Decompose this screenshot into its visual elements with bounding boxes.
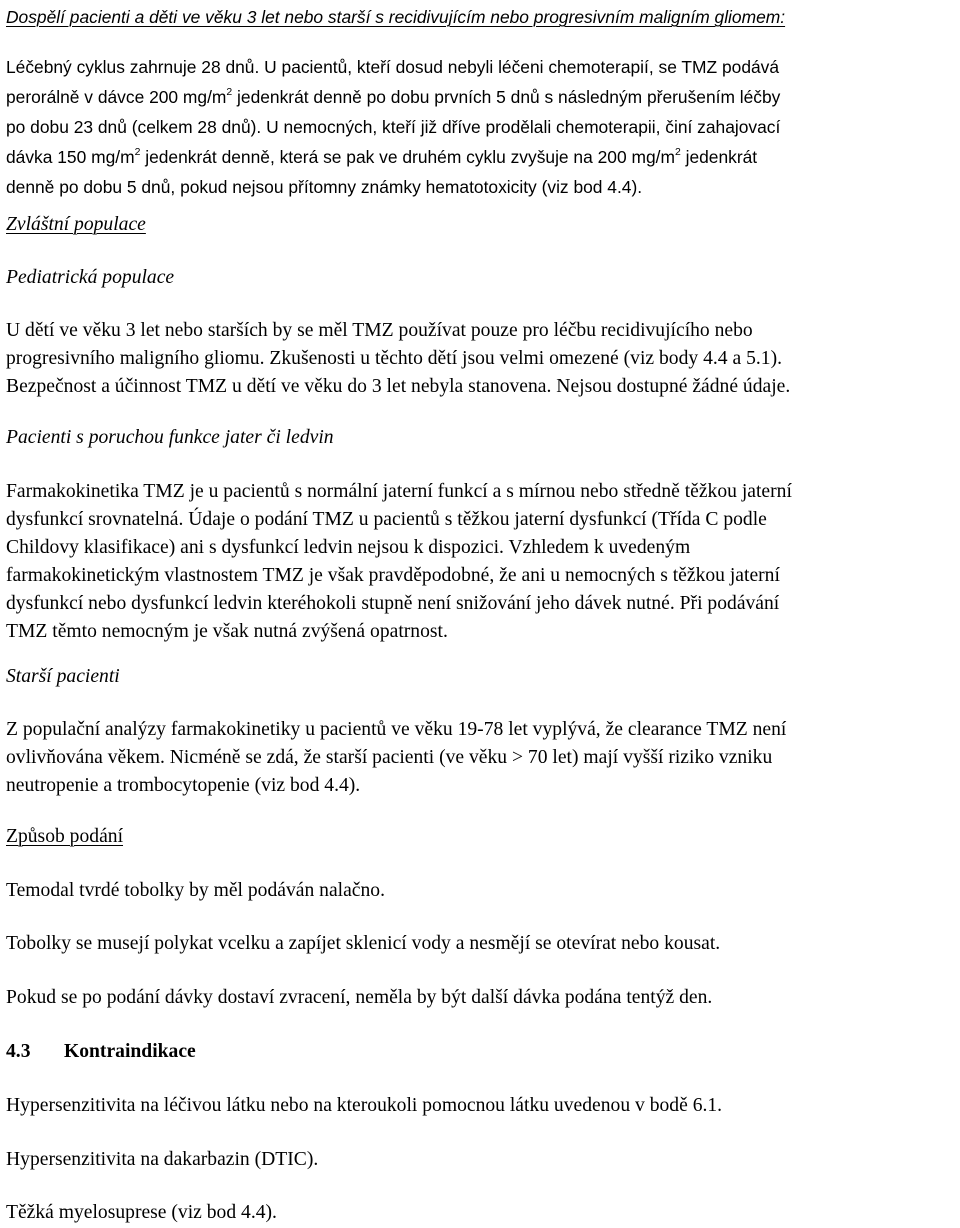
hepatic-renal-paragraph: [6, 478, 792, 646]
administration-paragraph-1: Temodal tvrdé tobolky by měl podáván nalačno.: [6, 880, 385, 901]
paragraph-line: dávka 150 $mg/m^2$ jedenkrát denně, která se pak ve druhém cyklu zvyšuje na 200 $mg/m^2$ jedenkrát: [6, 147, 758, 167]
contraindication-item: Hypersenzitivita na léčivou látku nebo na kteroukoli pomocnou látku uvedenou v bodě 6.1.: [6, 1095, 723, 1116]
pediatric-heading: Pediatrická populace: [6, 267, 175, 288]
contraindication-item: Těžká myelosuprese (viz bod 4.4).: [6, 1202, 277, 1223]
section-number: 4.3: [6, 1041, 31, 1062]
paragraph-line: Léčebný cyklus zahrnuje 28 dnů. U pacientů, kteří dosud nebyli léčeni chemoterapií, se TMZ podává: [6, 57, 780, 77]
paragraph-line: Bezpečnost a účinnost TMZ u dětí ve věku do 3 let nebyla stanovena. Nejsou dostupné žádné údaje.: [6, 376, 791, 397]
paragraph-line: dysfunkcí srovnatelná. Údaje o podání TMZ u pacientů s těžkou jaterní dysfunkcí (Třída C podle: [6, 509, 767, 530]
special-populations-heading: Zvláštní populace: [6, 214, 146, 235]
section-heading: [6, 1038, 196, 1066]
paragraph-line: ovlivňována věkem. Nicméně se zdá, že starší pacienti (ve věku > 70 let) mají vyšší riziko vzniku: [6, 747, 773, 768]
pediatric-paragraph: [6, 317, 790, 401]
administration-paragraph-3: Pokud se po podání dávky dostaví zvracení, neměla by být další dávka podána tentýž den.: [6, 987, 713, 1008]
paragraph-line: Farmakokinetika TMZ je u pacientů s normální jaterní funkcí a s mírnou nebo středně těžkou jaterní: [6, 481, 792, 502]
elderly-paragraph: [6, 716, 786, 800]
paragraph-line: TMZ těmto nemocným je však nutná zvýšená opatrnost.: [6, 621, 448, 642]
paragraph-line: neutropenie a trombocytopenie (viz bod 4.4).: [6, 775, 361, 796]
treatment-cycle-paragraph: [6, 52, 780, 202]
contraindication-item: Hypersenzitivita na dakarbazin (DTIC).: [6, 1149, 319, 1170]
paragraph-line: Childovy klasifikace) ani s dysfunkcí ledvin nejsou k dispozici. Vzhledem k uvedeným: [6, 537, 691, 558]
paragraph-line: progresivního maligního gliomu. Zkušenosti u těchto dětí jsou velmi omezené (viz body 4.4 a 5.1).: [6, 348, 782, 369]
paragraph-line: U dětí ve věku 3 let nebo starších by se měl TMZ používat pouze pro léčbu recidivujícího nebo: [6, 320, 753, 341]
section-title: Kontraindikace: [64, 1041, 196, 1062]
administration-heading: Způsob podání: [6, 826, 124, 847]
paragraph-line: dysfunkcí nebo dysfunkcí ledvin kteréhokoli stupně není snižování jeho dávek nutné. Při podávání: [6, 593, 780, 614]
paragraph-line: farmakokinetickým vlastnostem TMZ je však pravděpodobné, že ani u nemocných s těžkou jaterní: [6, 565, 780, 586]
paragraph-line: po dobu 23 dnů (celkem 28 dnů). U nemocných, kteří již dříve prodělali chemoterapii, činí zahajovací: [6, 117, 781, 137]
paragraph-line: Z populační analýzy farmakokinetiky u pacientů ve věku 19-78 let vyplývá, že clearance TMZ není: [6, 719, 787, 740]
elderly-heading: Starší pacienti: [6, 666, 120, 687]
recurrent-glioma-heading: Dospělí pacienti a děti ve věku 3 let nebo starší s recidivujícím nebo progresivním maligním gliomem:: [6, 7, 786, 27]
paragraph-line: perorálně v dávce 200 $mg/m^2$ jedenkrát denně po dobu prvních 5 dnů s následným přerušením léčby: [6, 87, 781, 107]
hepatic-renal-heading: Pacienti s poruchou funkce jater či ledvin: [6, 427, 334, 448]
administration-paragraph-2: Tobolky se musejí polykat vcelku a zapíjet sklenicí vody a nesmějí se otevírat nebo kousat.: [6, 933, 721, 954]
paragraph-line: denně po dobu 5 dnů, pokud nejsou přítomny známky hematotoxicity (viz bod 4.4).: [6, 177, 643, 197]
